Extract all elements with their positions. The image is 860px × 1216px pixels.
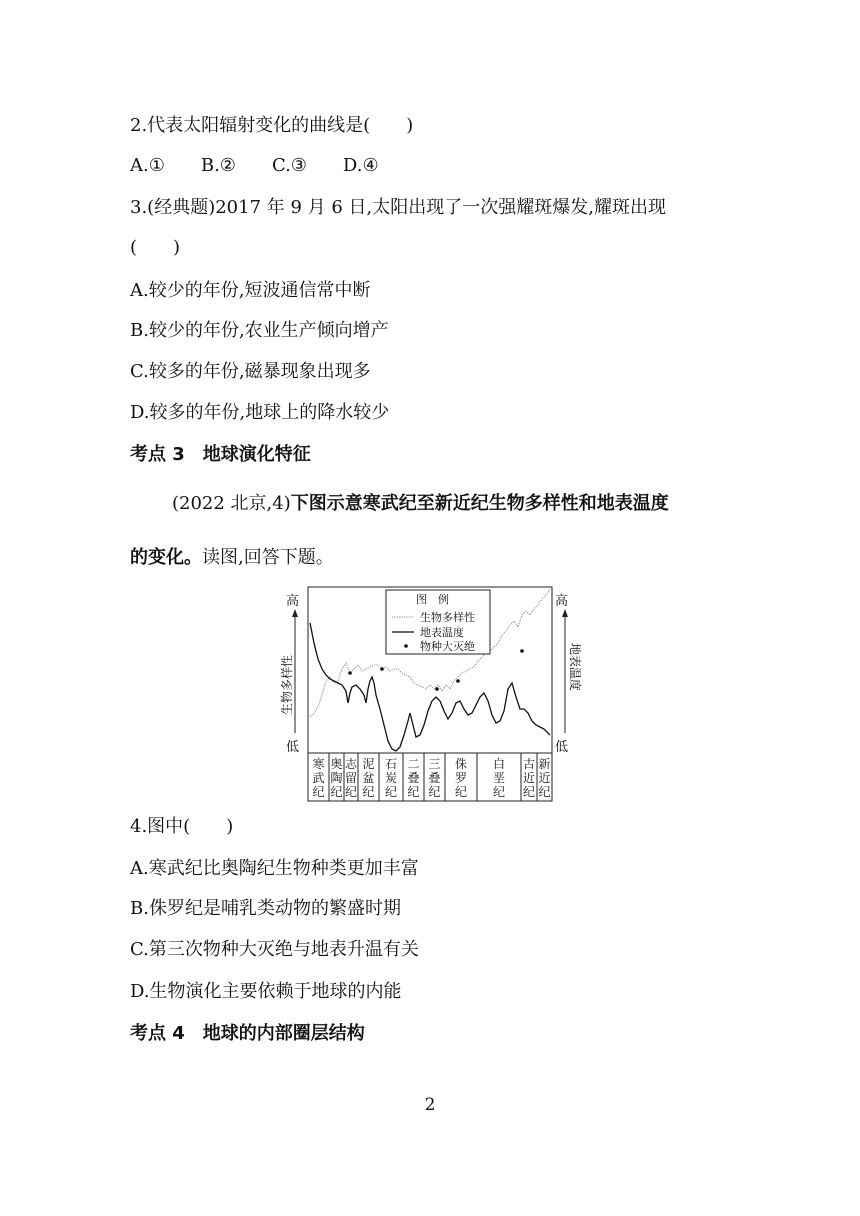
right-axis-high: 高 [555,594,569,609]
period-label-char: 叠 [428,771,441,785]
period-label-char: 纪 [538,785,551,799]
period-label-char: 志 [344,757,358,771]
question-4-option-a: A.寒武纪比奥陶纪生物种类更加丰富 [130,858,419,879]
period-label-char: 纪 [428,785,441,799]
legend-extinction-dot [404,644,408,648]
period-label-char: 陶 [330,771,343,785]
section-heading-3: 考点 3 地球演化特征 [130,444,311,465]
intro-text-bold: 下图示意寒武纪至新近纪生物多样性和地表温度 [290,493,669,514]
legend-biodiversity-label: 生物多样性 [420,611,475,624]
intro-text-bold-2: 的变化。 [130,547,202,568]
period-label-char: 古 [522,757,536,771]
extinction-point [380,667,384,671]
left-axis-low: 低 [286,740,300,755]
legend-title: 图 例 [416,593,449,606]
period-label-char: 二 [407,757,420,771]
period-label-char: 武 [312,771,325,785]
question-3-stem: 3.(经典题)2017 年 9 月 6 日,太阳出现了一次强耀斑爆发,耀斑出现 [130,197,666,218]
period-label-char: 纪 [362,785,375,799]
period-labels [312,756,550,799]
question-4-stem: 4.图中( ) [130,816,234,837]
period-label-char: 罗 [454,771,468,785]
right-axis-arrowhead [562,609,568,617]
legend-extinction-label: 物种大灭绝 [420,640,475,653]
page-number: 2 [424,1095,436,1115]
period-label-char: 垩 [492,771,506,785]
extinction-point [456,679,460,683]
legend-temperature-label: 地表温度 [420,626,464,639]
intro-source: (2022 北京,4) [172,493,291,514]
question-3-option-d: D.较多的年份,地球上的降水较少 [130,402,390,423]
period-label-char: 侏 [454,757,468,771]
right-axis-low: 低 [555,740,569,755]
period-label-char: 纪 [344,785,358,799]
left-axis-label: 生物多样性 [280,654,294,715]
left-axis-high: 高 [286,594,300,609]
section-heading-4: 考点 4 地球的内部圈层结构 [130,1023,365,1044]
intro-instruction: 读图,回答下题。 [202,547,334,568]
question-3-paren: ( ) [130,237,181,258]
extinction-point [435,687,439,691]
right-axis-label: 地表温度 [568,643,582,692]
extinction-point [348,671,352,675]
period-label-char: 白 [492,757,506,771]
intro-line-1 [172,492,669,516]
period-label-char: 泥 [362,757,375,771]
question-2-stem: 2.代表太阳辐射变化的曲线是( ) [130,115,414,136]
period-label-char: 纪 [407,785,420,799]
intro-line-2 [130,546,334,570]
period-label-char: 纪 [454,785,468,799]
question-4-option-d: D.生物演化主要依赖于地球的内能 [130,981,402,1002]
period-label-char: 奥 [330,757,343,771]
legend [386,590,490,654]
period-label-char: 纪 [330,785,343,799]
period-label-char: 纪 [384,785,398,799]
period-label-char: 盆 [362,771,375,785]
period-label-char: 新 [538,757,551,771]
period-label-char: 纪 [312,785,325,799]
extinction-point [520,649,524,653]
evolution-figure [280,585,582,805]
question-3-option-a: A.较少的年份,短波通信常中断 [130,280,371,301]
question-3-option-b: B.较少的年份,农业生产倾向增产 [130,320,389,341]
period-label-char: 近 [522,771,536,785]
question-3-option-c: C.较多的年份,磁暴现象出现多 [130,361,371,382]
period-label-char: 叠 [407,771,420,785]
period-label-char: 三 [428,757,441,771]
period-label-char: 炭 [384,771,398,785]
period-label-char: 留 [344,771,358,785]
period-label-char: 纪 [522,785,536,799]
question-2-options: A.① B.② C.③ D.④ [130,155,379,176]
period-label-char: 石 [384,757,398,771]
period-label-char: 近 [538,771,551,785]
left-axis-arrowhead [292,609,298,617]
question-4-option-c: C.第三次物种大灭绝与地表升温有关 [130,939,419,960]
question-4-option-b: B.侏罗纪是哺乳类动物的繁盛时期 [130,898,401,919]
period-label-char: 寒 [312,757,325,771]
period-label-char: 纪 [492,785,506,799]
